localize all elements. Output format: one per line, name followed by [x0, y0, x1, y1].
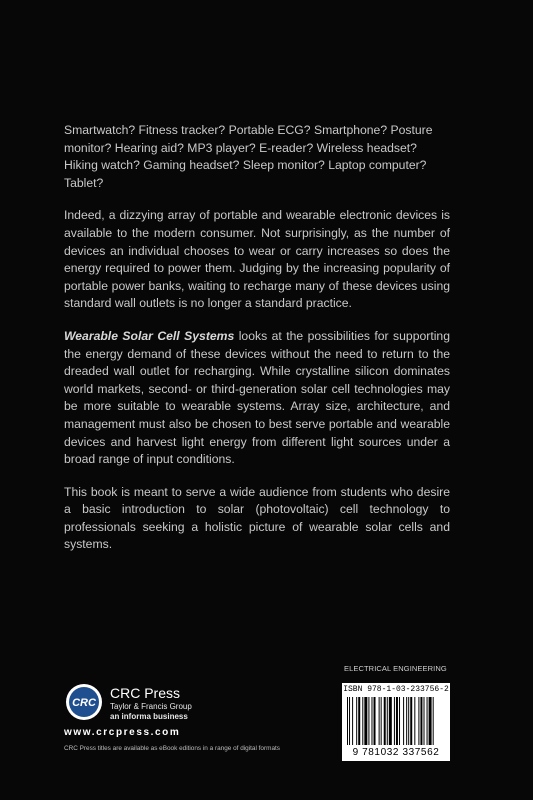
barcode-bar: [362, 697, 363, 745]
barcode-bar: [406, 697, 407, 745]
blurb-paragraph-4: This book is meant to serve a wide audience from students who desire a basic introduction to solar (photovoltaic) cell technology to professionals seeking a holistic picture of wearable solar cells and systems.: [64, 484, 450, 552]
barcode-bars: [347, 697, 445, 747]
publisher-business: an informa business: [110, 712, 188, 721]
isbn-label: ISBN 978-1-03-233756-2: [343, 685, 449, 694]
barcode-bar: [379, 697, 380, 745]
barcode-bar: [396, 697, 398, 745]
crc-press-logo-icon: [64, 682, 104, 722]
publisher-block: [110, 686, 192, 722]
publisher-url: www.crcpress.com: [64, 727, 181, 738]
back-cover-blurb: [64, 122, 450, 569]
publisher-group: Taylor & Francis Group: [110, 702, 192, 711]
blurb-paragraph-2: Indeed, a dizzying array of portable and wearable electronic devices is available to the modern consumer. Not surprisingly, as the number of devices an individual chooses to wear or carry increases so does the energy required to power them. Judging by the increasing popularity of portable power banks, waiting to recharge many of these devices using standard wall outlets is no longer a standard practice.: [64, 208, 450, 311]
barcode-bar: [384, 697, 386, 745]
isbn-barcode: [342, 683, 450, 761]
barcode-bar: [420, 697, 422, 745]
barcode-bar: [387, 697, 388, 745]
blurb-paragraph-3-text: looks at the possibilities for supporting the energy demand of these devices without the need to return to the dreaded wall outlet for recharging. While crystalline silicon dominates world markets, second- or third-generation solar cell technologies may be more suitable to wearable systems. Array size, architecture, and management must also be chosen to best serve portable and wearable devices and harvest light energy from different light sources under a broad range of input conditions.: [64, 328, 450, 467]
subject-category: ELECTRICAL ENGINEERING: [344, 664, 447, 673]
barcode-bar: [352, 697, 353, 745]
barcode-bar: [374, 697, 376, 745]
barcode-bar: [429, 697, 432, 745]
barcode-bar: [418, 697, 419, 745]
barcode-bar: [403, 697, 404, 745]
barcode-bar: [349, 697, 350, 745]
blurb-paragraph-3: [64, 328, 450, 469]
barcode-bar: [358, 697, 360, 745]
barcode-bar: [347, 697, 348, 745]
barcode-bar: [410, 697, 412, 745]
barcode-bar: [389, 697, 392, 745]
barcode-bar: [399, 697, 400, 745]
barcode-bar: [433, 697, 434, 745]
barcode-bar: [364, 697, 367, 745]
ebook-footnote: CRC Press titles are available as eBook editions in a range of digital formats: [64, 745, 280, 752]
barcode-bar: [371, 697, 372, 745]
publisher-name: CRC Press: [110, 685, 181, 701]
barcode-digits: 9 781032 337562: [352, 747, 440, 758]
barcode-bar: [356, 697, 357, 745]
barcode-bar: [414, 697, 415, 745]
barcode-bar: [427, 697, 428, 745]
barcode-bar: [394, 697, 395, 745]
barcode-bar: [368, 697, 369, 745]
barcode-bar: [408, 697, 409, 745]
logo-text: CRC: [72, 697, 96, 709]
book-title-inline: Wearable Solar Cell Systems: [64, 328, 235, 343]
barcode-bar: [381, 697, 382, 745]
barcode-bar: [424, 697, 425, 745]
blurb-paragraph-1: Smartwatch? Fitness tracker? Portable ECG? Smartphone? Posture monitor? Hearing aid? MP3 player? E-reader? Wireless headset? Hiking watch? Gaming headset? Sleep monitor? Laptop computer? Tablet?: [64, 123, 433, 190]
